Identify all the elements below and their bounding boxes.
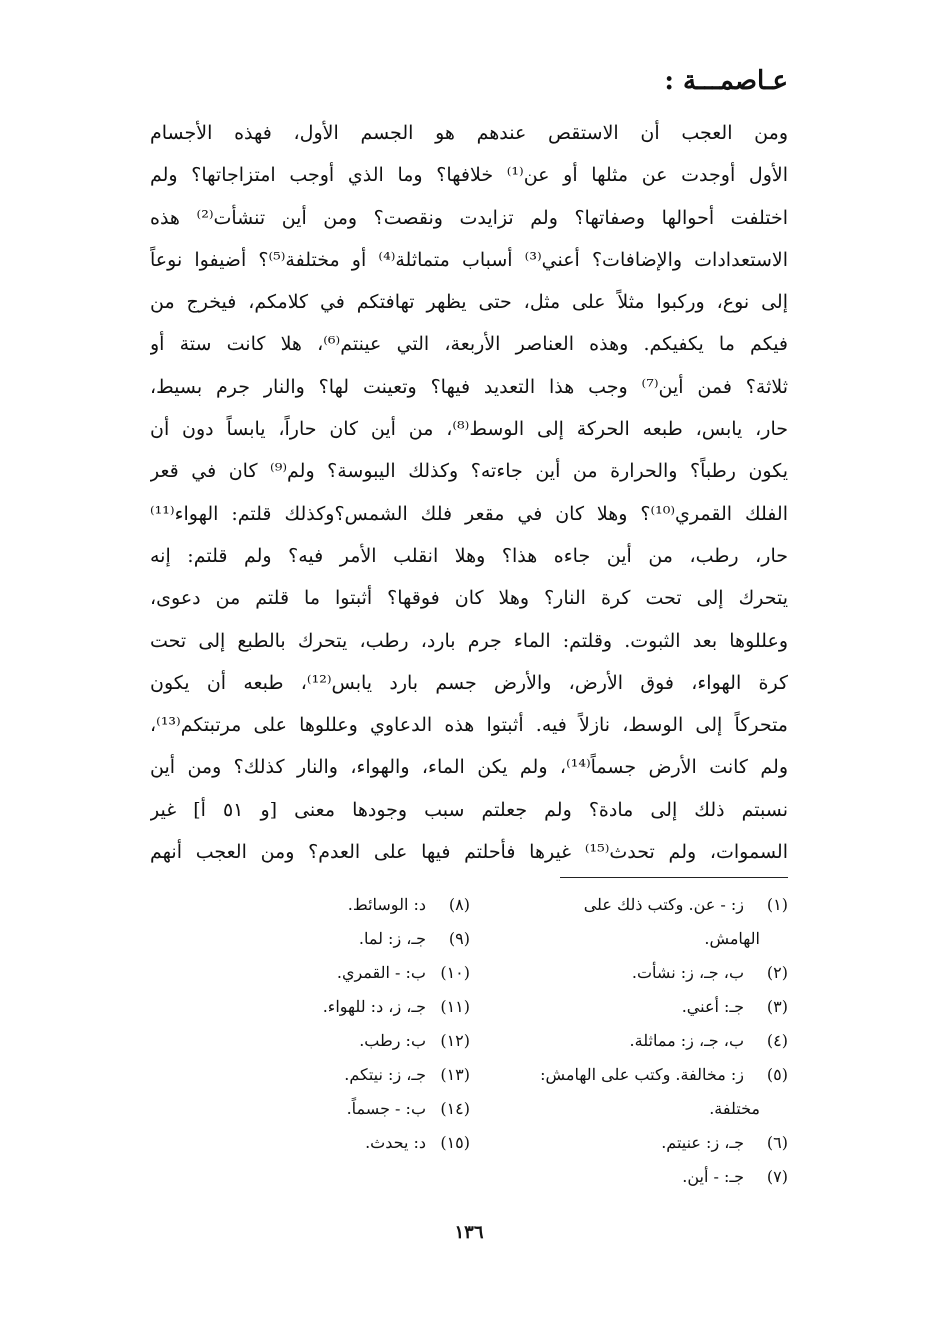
footnote-continuation — [468, 922, 788, 956]
body-line: كرة الهواء، فوق الأرض، والأرض جسم بارد يابس⁽¹²⁾، طبعه أن يكون — [150, 671, 788, 694]
footnote-number: (٤) — [766, 1031, 788, 1050]
body-line: ومن العجب أن الاستقص عندهم هو الجسم الأول، فهذه الأجسام — [150, 122, 788, 144]
footnote-number: (٣) — [766, 997, 788, 1016]
body-line: السموات، ولم تحدث⁽¹⁵⁾ غيرها فأحلتم فيها على العدم؟ ومن العجب أنهم — [150, 841, 788, 864]
footnote-text: جـ: أعني. — [681, 997, 744, 1016]
body-line: وعللوها بعد الثبوت. وقلتم: الماء جرم بارد، رطب، يتحرك بالطبع إلى تحت — [150, 629, 788, 652]
footnote — [150, 922, 470, 956]
footnote — [468, 1024, 788, 1058]
body-line: فيكم ما يكفيكم. وهذه العناصر الأربعة، التي عينتم⁽⁶⁾، هلا كانت ستة أو — [150, 333, 788, 356]
body-line: الأول أوجدت عن مثلها أو عن⁽¹⁾ خلافها؟ وما الذي أوجب امتزاجاتها؟ ولم — [150, 164, 788, 187]
body-line: الفلك القمري⁽¹⁰⁾؟ وهلا كان في مقعر فلك الشمس؟وكذلك قلتم: الهواء⁽¹¹⁾ — [150, 502, 788, 525]
body-line: يكون رطباً؟ والحرارة من أين جاءته؟ وكذلك اليبوسة؟ ولم⁽⁹⁾ كان في قعر — [150, 460, 788, 483]
footnote — [150, 1024, 470, 1058]
footnote-number: (٥) — [766, 1065, 788, 1084]
footnote — [150, 990, 470, 1024]
footnote-number: (١) — [766, 895, 788, 914]
footnote-number: (١١) — [440, 997, 470, 1016]
footnote-number: (٩) — [448, 929, 470, 948]
body-line: الاستعدادات والإضافات؟ أعني⁽³⁾ أسباب متماثلة⁽⁴⁾ أو مختلفة⁽⁵⁾؟ أضيفوا نوعاً — [150, 248, 788, 271]
footnote — [150, 1058, 470, 1092]
footnote-number: (١٤) — [440, 1099, 470, 1118]
body-line: إلى نوع، وركبوا مثلاً على مثل، حتى يظهر تهافتكم في كلامكم، فيخرج من — [150, 291, 788, 314]
footnote — [468, 1058, 788, 1092]
footnotes-right-column — [468, 888, 788, 1194]
body-line: حار، رطب، من أين جاءه هذا؟ وهلا انقلب الأمر فيه؟ ولم قلتم: إنه — [150, 544, 788, 567]
footnote — [468, 888, 788, 922]
footnote-text: ب: - جسماً. — [346, 1099, 426, 1118]
footnote-text: ز: - عن. وكتب ذلك على — [583, 895, 744, 914]
footnote-number: (١٥) — [440, 1133, 470, 1152]
footnote-number: (٦) — [766, 1133, 788, 1152]
footnote-text: جـ، ز، د: للهواء. — [322, 997, 426, 1016]
footnote-text: جـ، ز: لما. — [358, 929, 426, 948]
footnote — [468, 956, 788, 990]
footnote — [150, 956, 470, 990]
page-number: ١٣٦ — [454, 1222, 484, 1243]
footnote — [468, 990, 788, 1024]
footnote-number: (٨) — [448, 895, 470, 914]
footnote-divider — [560, 877, 788, 878]
body-text — [150, 112, 788, 873]
footnote-continuation — [468, 1092, 788, 1126]
body-line: متحركاً إلى الوسط، نازلاً فيه. أثبتوا هذه الدعاوي وعللوها على مرتبتكم⁽¹³⁾، — [150, 714, 788, 737]
body-line: اختلفت أحوالها وصفاتها؟ ولم تزايدت ونقصت؟ ومن أين تنشأت⁽²⁾ هذه — [150, 206, 788, 229]
footnotes-left-column — [150, 888, 470, 1160]
footnote-number: (١٣) — [440, 1065, 470, 1084]
footnote-number: (٢) — [766, 963, 788, 982]
body-line: ثلاثة؟ فمن أين⁽⁷⁾ وجب هذا التعديد فيها؟ وتعينت لها؟ والنار جرم بسيط، — [150, 375, 788, 398]
footnote-text: جـ، ز: نيتكم. — [344, 1065, 426, 1084]
footnote-text: جـ، ز: عنيتم. — [661, 1133, 744, 1152]
footnote-text: جـ: - أين. — [682, 1167, 744, 1186]
footnote-text: ب: رطب. — [359, 1031, 426, 1050]
footnote-text: مختلفة. — [709, 1099, 760, 1118]
body-line: نسبتم ذلك إلى مادة؟ ولم جعلتم سبب وجودها معنى [و ٥١ أ] غير — [150, 798, 788, 821]
footnote — [468, 1126, 788, 1160]
footnote — [150, 1126, 470, 1160]
footnote — [150, 888, 470, 922]
section-heading: عـاصمـــة : — [664, 66, 788, 96]
body-line: يتحرك إلى تحت كرة النار؟ وهلا كان فوقها؟ أثبتوا ما قلتم من دعوى، — [150, 587, 788, 610]
body-line: حار، يابس، طبعه الحركة إلى الوسط⁽⁸⁾، من أين كان حاراً، يابساً دون أن — [150, 418, 788, 441]
footnote-number: (١٢) — [440, 1031, 470, 1050]
footnote-text: الهامش. — [704, 929, 760, 948]
footnote-text: ز: مخالفة. وكتب على الهامش: — [540, 1065, 744, 1084]
footnote-text: ب، جـ، ز: نشأت. — [631, 963, 744, 982]
footnote-text: د: يحدث. — [365, 1133, 426, 1152]
footnote-number: (٧) — [766, 1167, 788, 1186]
footnote-text: ب: - القمري. — [336, 963, 426, 982]
footnote-number: (١٠) — [440, 963, 470, 982]
footnote — [468, 1160, 788, 1194]
footnote — [150, 1092, 470, 1126]
body-line: ولم كانت الأرض جسماً⁽¹⁴⁾، ولم يكن الماء، والهواء، والنار كذلك؟ ومن أين — [150, 756, 788, 779]
footnote-text: د: الوسائط. — [347, 895, 426, 914]
footnote-text: ب، جـ، ز: مماثلة. — [629, 1031, 744, 1050]
